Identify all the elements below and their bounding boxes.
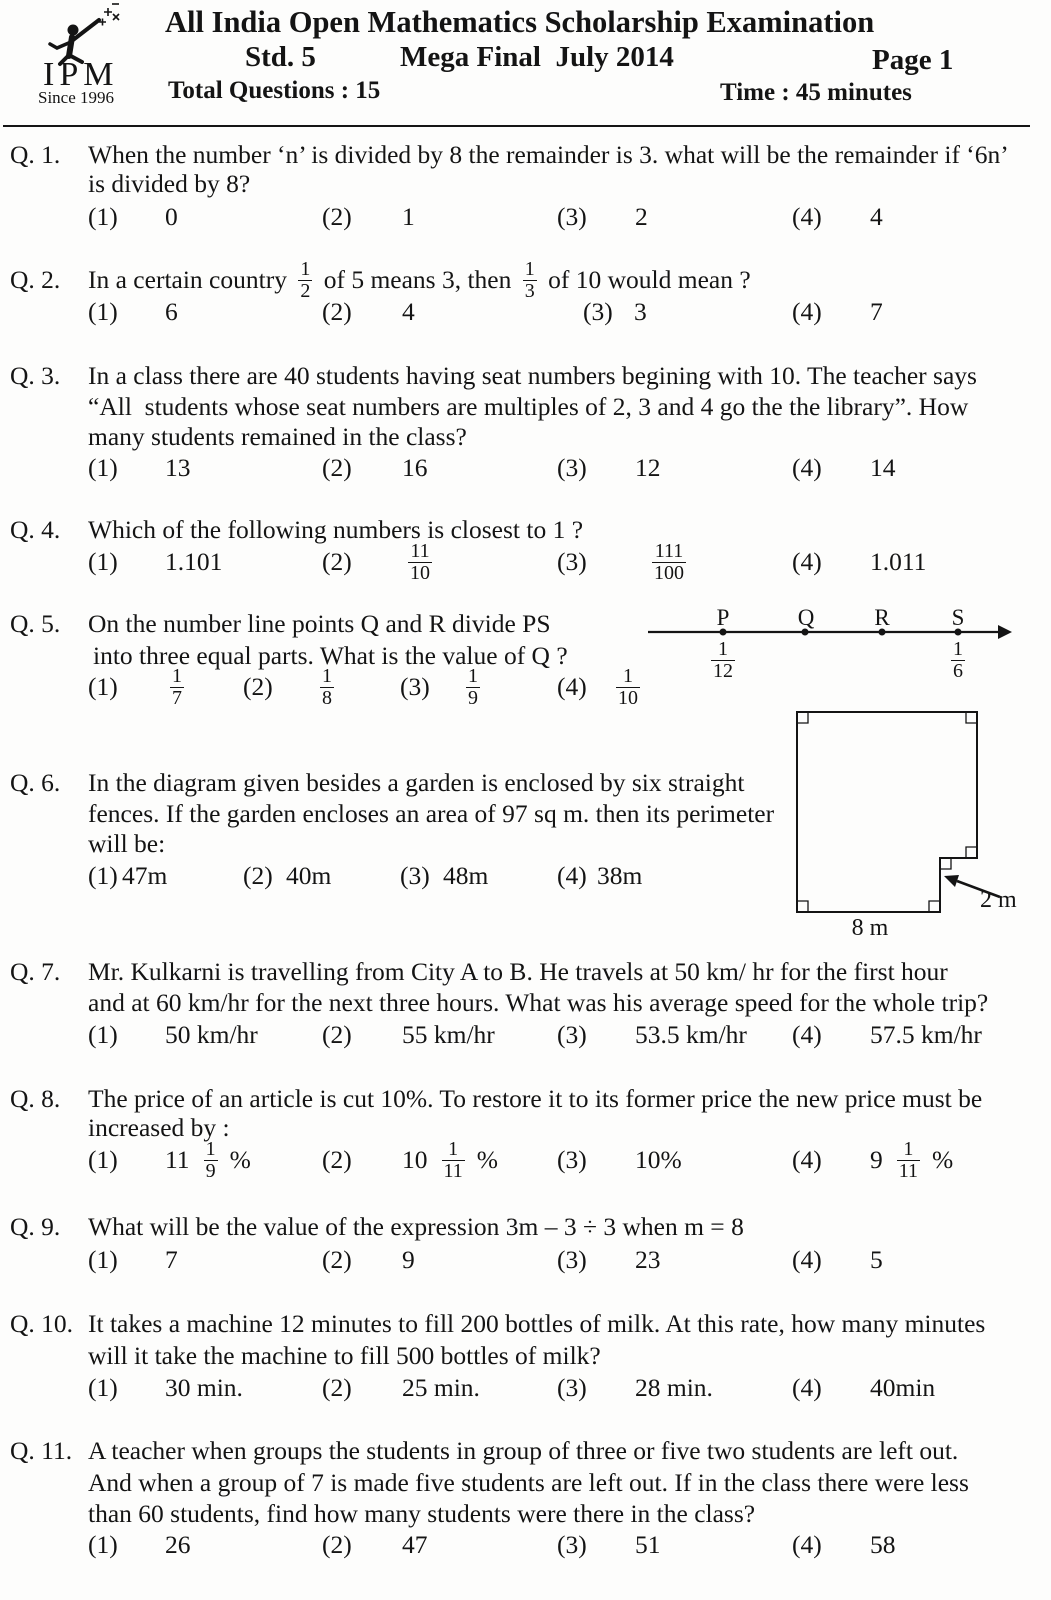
option-label: (3) bbox=[400, 861, 430, 890]
question-number: Q. 11. bbox=[10, 1436, 73, 1465]
option-label: (2) bbox=[322, 1020, 352, 1049]
option-fraction bbox=[408, 541, 432, 584]
question-text-line: will it take the machine to fill 500 bottles of milk? bbox=[88, 1341, 601, 1370]
option-value: 47m bbox=[122, 861, 168, 890]
right-angle-marker bbox=[966, 712, 977, 723]
option-value bbox=[165, 1137, 251, 1182]
fraction-denominator: 10 bbox=[618, 686, 638, 709]
option-value: 1.011 bbox=[870, 547, 927, 576]
option-value: 57.5 km/hr bbox=[870, 1020, 982, 1049]
inline-fraction bbox=[298, 259, 312, 302]
question-text-line: Which of the following numbers is closest to 1 ? bbox=[88, 515, 584, 544]
exam-round: Mega Final July 2014 bbox=[400, 41, 674, 73]
option-value: 51 bbox=[635, 1530, 661, 1559]
question-text-line: increased by : bbox=[88, 1113, 230, 1142]
fraction-denominator: 2 bbox=[300, 279, 311, 302]
question-text-line: A teacher when groups the students in group of three or five two students are left out. bbox=[88, 1436, 959, 1465]
option-fraction bbox=[466, 666, 480, 709]
fraction-numerator: 1 bbox=[616, 666, 640, 688]
option-value: 1.101 bbox=[165, 547, 223, 576]
option-value: 28 min. bbox=[635, 1373, 713, 1402]
fraction-denominator: 100 bbox=[654, 561, 684, 584]
notch-pointer-arrowhead bbox=[944, 875, 959, 887]
option-value: 38m bbox=[597, 861, 643, 890]
option-label: (3) bbox=[557, 547, 587, 576]
option-label: (1) bbox=[88, 672, 118, 701]
option-label: (4) bbox=[792, 453, 822, 482]
option-label: (4) bbox=[557, 861, 587, 890]
option-value bbox=[170, 664, 184, 709]
option-value: 55 km/hr bbox=[402, 1020, 495, 1049]
question-number: Q. 7. bbox=[10, 957, 61, 986]
option-value: 4 bbox=[870, 202, 883, 231]
question-number: Q. 2. bbox=[10, 265, 61, 294]
fraction-denominator: 9 bbox=[468, 686, 478, 709]
question-text-line: is divided by 8? bbox=[88, 169, 251, 198]
question-text-line: and at 60 km/hr for the next three hours. What was his average speed for the whole trip? bbox=[88, 988, 989, 1017]
option-fraction bbox=[897, 1139, 920, 1182]
option-value bbox=[402, 1137, 499, 1182]
option-fraction bbox=[442, 1139, 465, 1182]
option-label: (2) bbox=[243, 672, 273, 701]
question-text-line: than 60 students, find how many students were there in the class? bbox=[88, 1499, 756, 1528]
fraction-denominator: 3 bbox=[524, 279, 535, 302]
option-label: (2) bbox=[322, 1530, 352, 1559]
fraction-denominator: 11 bbox=[443, 1159, 463, 1182]
option-label: (4) bbox=[792, 1020, 822, 1049]
option-label: (2) bbox=[243, 861, 273, 890]
right-angle-marker bbox=[797, 712, 808, 723]
option-label: (3) bbox=[583, 297, 613, 326]
question-text-line: The price of an article is cut 10%. To restore it to its former price the new price must be bbox=[88, 1084, 983, 1113]
option-label: (1) bbox=[88, 297, 118, 326]
fraction-denominator: 11 bbox=[898, 1159, 919, 1182]
point-s-label: S bbox=[951, 605, 965, 630]
ipm-logo-text: IPM bbox=[43, 56, 119, 93]
garden-notch-label: 2 m bbox=[980, 887, 1017, 913]
question-text-line: On the number line points Q and R divide PS bbox=[88, 609, 551, 638]
option-value bbox=[466, 664, 480, 709]
percent-sign: % bbox=[229, 1145, 251, 1174]
option-value: 25 min. bbox=[402, 1373, 480, 1402]
fraction-numerator: 1 bbox=[442, 1139, 465, 1161]
question-text-line: fences. If the garden encloses an area of 97 sq m. then its perimeter bbox=[88, 799, 775, 828]
option-label: (2) bbox=[322, 1245, 352, 1274]
right-angle-marker bbox=[966, 847, 977, 858]
percent-sign: % bbox=[932, 1145, 954, 1174]
question-text: of 10 would mean ? bbox=[541, 265, 751, 294]
fraction-denominator: 9 bbox=[205, 1159, 216, 1182]
option-label: (3) bbox=[557, 1530, 587, 1559]
standard-label: Std. 5 bbox=[245, 41, 316, 73]
option-fraction bbox=[204, 1139, 218, 1182]
option-value: 14 bbox=[870, 453, 896, 482]
option-value: 3 bbox=[634, 297, 647, 326]
option-value: 40m bbox=[286, 861, 332, 890]
mixed-number-whole: 9 bbox=[870, 1145, 883, 1174]
option-label: (4) bbox=[792, 1245, 822, 1274]
option-value: 53.5 km/hr bbox=[635, 1020, 747, 1049]
question-number: Q. 1. bbox=[10, 140, 61, 169]
option-label: (3) bbox=[557, 1145, 587, 1174]
fraction-numerator: 1 bbox=[172, 664, 182, 687]
fraction-denominator: 6 bbox=[953, 660, 963, 682]
option-value: 58 bbox=[870, 1530, 896, 1559]
question-text-line: “All students whose seat numbers are multiples of 2, 3 and 4 go the the library”. How bbox=[88, 392, 969, 421]
question-text: In a certain country bbox=[88, 265, 294, 294]
option-label: (4) bbox=[557, 672, 587, 701]
option-label: (3) bbox=[557, 453, 587, 482]
option-value: 50 km/hr bbox=[165, 1020, 258, 1049]
page-number: Page 1 bbox=[872, 44, 954, 76]
question-text-line: And when a group of 7 is made five students are left out. If in the class there were less bbox=[88, 1468, 969, 1497]
fraction-numerator: 11 bbox=[408, 541, 432, 563]
option-value: 13 bbox=[165, 453, 191, 482]
fraction-numerator: 1 bbox=[205, 1137, 216, 1160]
option-label: (2) bbox=[322, 547, 352, 576]
question-text-line: In a class there are 40 students having seat numbers begining with 10. The teacher says bbox=[88, 361, 977, 390]
option-label: (4) bbox=[792, 1145, 822, 1174]
option-label: (4) bbox=[792, 202, 822, 231]
option-label: (2) bbox=[322, 453, 352, 482]
question-text-line: into three equal parts. What is the value of Q ? bbox=[93, 641, 568, 670]
question-text-line: When the number ‘n’ is divided by 8 the remainder is 3. what will be the remainder if ‘6n’ bbox=[88, 140, 1009, 169]
percent-sign: % bbox=[476, 1145, 499, 1174]
mixed-number-whole: 10 bbox=[402, 1145, 428, 1174]
question-text-line: It takes a machine 12 minutes to fill 200 bottles of milk. At this rate, how many minutes bbox=[88, 1309, 986, 1338]
option-value: 26 bbox=[165, 1530, 191, 1559]
option-value: 10% bbox=[635, 1145, 682, 1174]
question-text-line: will be: bbox=[88, 829, 166, 858]
question-number: Q. 4. bbox=[10, 515, 61, 544]
option-label: (2) bbox=[322, 1145, 352, 1174]
question-text-line: What will be the value of the expression 3m – 3 ÷ 3 when m = 8 bbox=[88, 1212, 744, 1241]
fraction-denominator: 8 bbox=[322, 686, 332, 709]
option-value: 48m bbox=[443, 861, 489, 890]
fraction-numerator: 1 bbox=[322, 664, 332, 687]
option-label: (1) bbox=[88, 1020, 118, 1049]
option-value: 5 bbox=[870, 1245, 883, 1274]
point-q-label: Q bbox=[797, 605, 815, 630]
fraction-numerator: 1 bbox=[300, 257, 311, 280]
option-label: (1) bbox=[88, 547, 118, 576]
option-fraction bbox=[320, 666, 334, 709]
option-fraction bbox=[170, 666, 184, 709]
question-text-line bbox=[88, 257, 751, 302]
option-label: (3) bbox=[557, 202, 587, 231]
option-label: (2) bbox=[322, 1373, 352, 1402]
option-label: (1) bbox=[88, 453, 118, 482]
question-text-line: In the diagram given besides a garden is enclosed by six straight bbox=[88, 768, 745, 797]
option-label: (1) bbox=[88, 202, 118, 231]
option-label: (1) bbox=[88, 1245, 118, 1274]
option-value: 16 bbox=[402, 453, 428, 482]
option-value: 7 bbox=[870, 297, 883, 326]
fraction-numerator: 1 bbox=[953, 638, 963, 660]
question-text: of 5 means 3, then bbox=[317, 265, 518, 294]
option-fraction bbox=[616, 666, 640, 709]
option-value: 40min bbox=[870, 1373, 936, 1402]
point-p-label: P bbox=[716, 605, 730, 630]
question-text-line: Mr. Kulkarni is travelling from City A to B. He travels at 50 km/ hr for the first hour bbox=[88, 957, 948, 986]
option-label: (4) bbox=[792, 547, 822, 576]
option-label: (3) bbox=[557, 1020, 587, 1049]
option-value bbox=[870, 1137, 954, 1182]
option-value bbox=[616, 664, 640, 709]
option-label: (3) bbox=[400, 672, 430, 701]
since-year: Since 1996 bbox=[38, 88, 115, 107]
option-value: 7 bbox=[165, 1245, 178, 1274]
right-angle-marker bbox=[940, 858, 951, 869]
option-label: (1) bbox=[88, 1145, 118, 1174]
option-value: 30 min. bbox=[165, 1373, 243, 1402]
option-value: 47 bbox=[402, 1530, 428, 1559]
option-value: 6 bbox=[165, 297, 178, 326]
option-label: (3) bbox=[557, 1245, 587, 1274]
question-number: Q. 8. bbox=[10, 1084, 61, 1113]
question-number: Q. 9. bbox=[10, 1212, 61, 1241]
option-label: (2) bbox=[322, 297, 352, 326]
mixed-number-whole: 11 bbox=[165, 1145, 190, 1174]
option-label: (1) bbox=[88, 1530, 118, 1559]
option-label: (1) bbox=[88, 861, 118, 890]
option-value: 4 bbox=[402, 297, 415, 326]
fraction-denominator: 12 bbox=[713, 660, 733, 682]
garden-diagram bbox=[797, 712, 1000, 912]
question-text-line: many students remained in the class? bbox=[88, 422, 467, 451]
option-value: 23 bbox=[635, 1245, 661, 1274]
option-label: (4) bbox=[792, 297, 822, 326]
fraction-numerator: 1 bbox=[711, 639, 735, 661]
time-allowed: Time : 45 minutes bbox=[720, 79, 912, 106]
option-fraction bbox=[652, 541, 686, 584]
point-s-value bbox=[951, 639, 965, 682]
total-questions: Total Questions : 15 bbox=[168, 77, 381, 104]
number-line-arrowhead bbox=[998, 625, 1012, 639]
option-value: 1 bbox=[402, 202, 415, 231]
option-label: (2) bbox=[322, 202, 352, 231]
option-label: (1) bbox=[88, 1373, 118, 1402]
fraction-numerator: 1 bbox=[524, 257, 535, 280]
point-p-value bbox=[711, 639, 735, 682]
option-value bbox=[652, 539, 686, 584]
exam-title: All India Open Mathematics Scholarship Examination bbox=[165, 5, 875, 39]
fraction-numerator: 1 bbox=[468, 664, 478, 687]
inline-fraction bbox=[523, 259, 537, 302]
question-number: Q. 3. bbox=[10, 361, 61, 390]
option-value: 2 bbox=[635, 202, 648, 231]
option-value bbox=[320, 664, 334, 709]
option-value bbox=[408, 539, 432, 584]
question-number: Q. 5. bbox=[10, 609, 61, 638]
fraction-numerator: 111 bbox=[652, 541, 686, 563]
fraction-denominator: 7 bbox=[172, 686, 182, 709]
fraction-numerator: 1 bbox=[897, 1139, 920, 1161]
question-number: Q. 10. bbox=[10, 1309, 74, 1338]
option-value: 9 bbox=[402, 1245, 415, 1274]
right-angle-marker bbox=[929, 901, 940, 912]
garden-base-label: 8 m bbox=[851, 915, 889, 941]
right-angle-marker bbox=[797, 901, 808, 912]
question-number: Q. 6. bbox=[10, 768, 61, 797]
point-r-label: R bbox=[874, 605, 890, 630]
option-label: (4) bbox=[792, 1373, 822, 1402]
option-label: (3) bbox=[557, 1373, 587, 1402]
option-value: 0 bbox=[165, 202, 178, 231]
option-value: 12 bbox=[635, 453, 661, 482]
fraction-denominator: 10 bbox=[410, 561, 430, 584]
option-label: (4) bbox=[792, 1530, 822, 1559]
